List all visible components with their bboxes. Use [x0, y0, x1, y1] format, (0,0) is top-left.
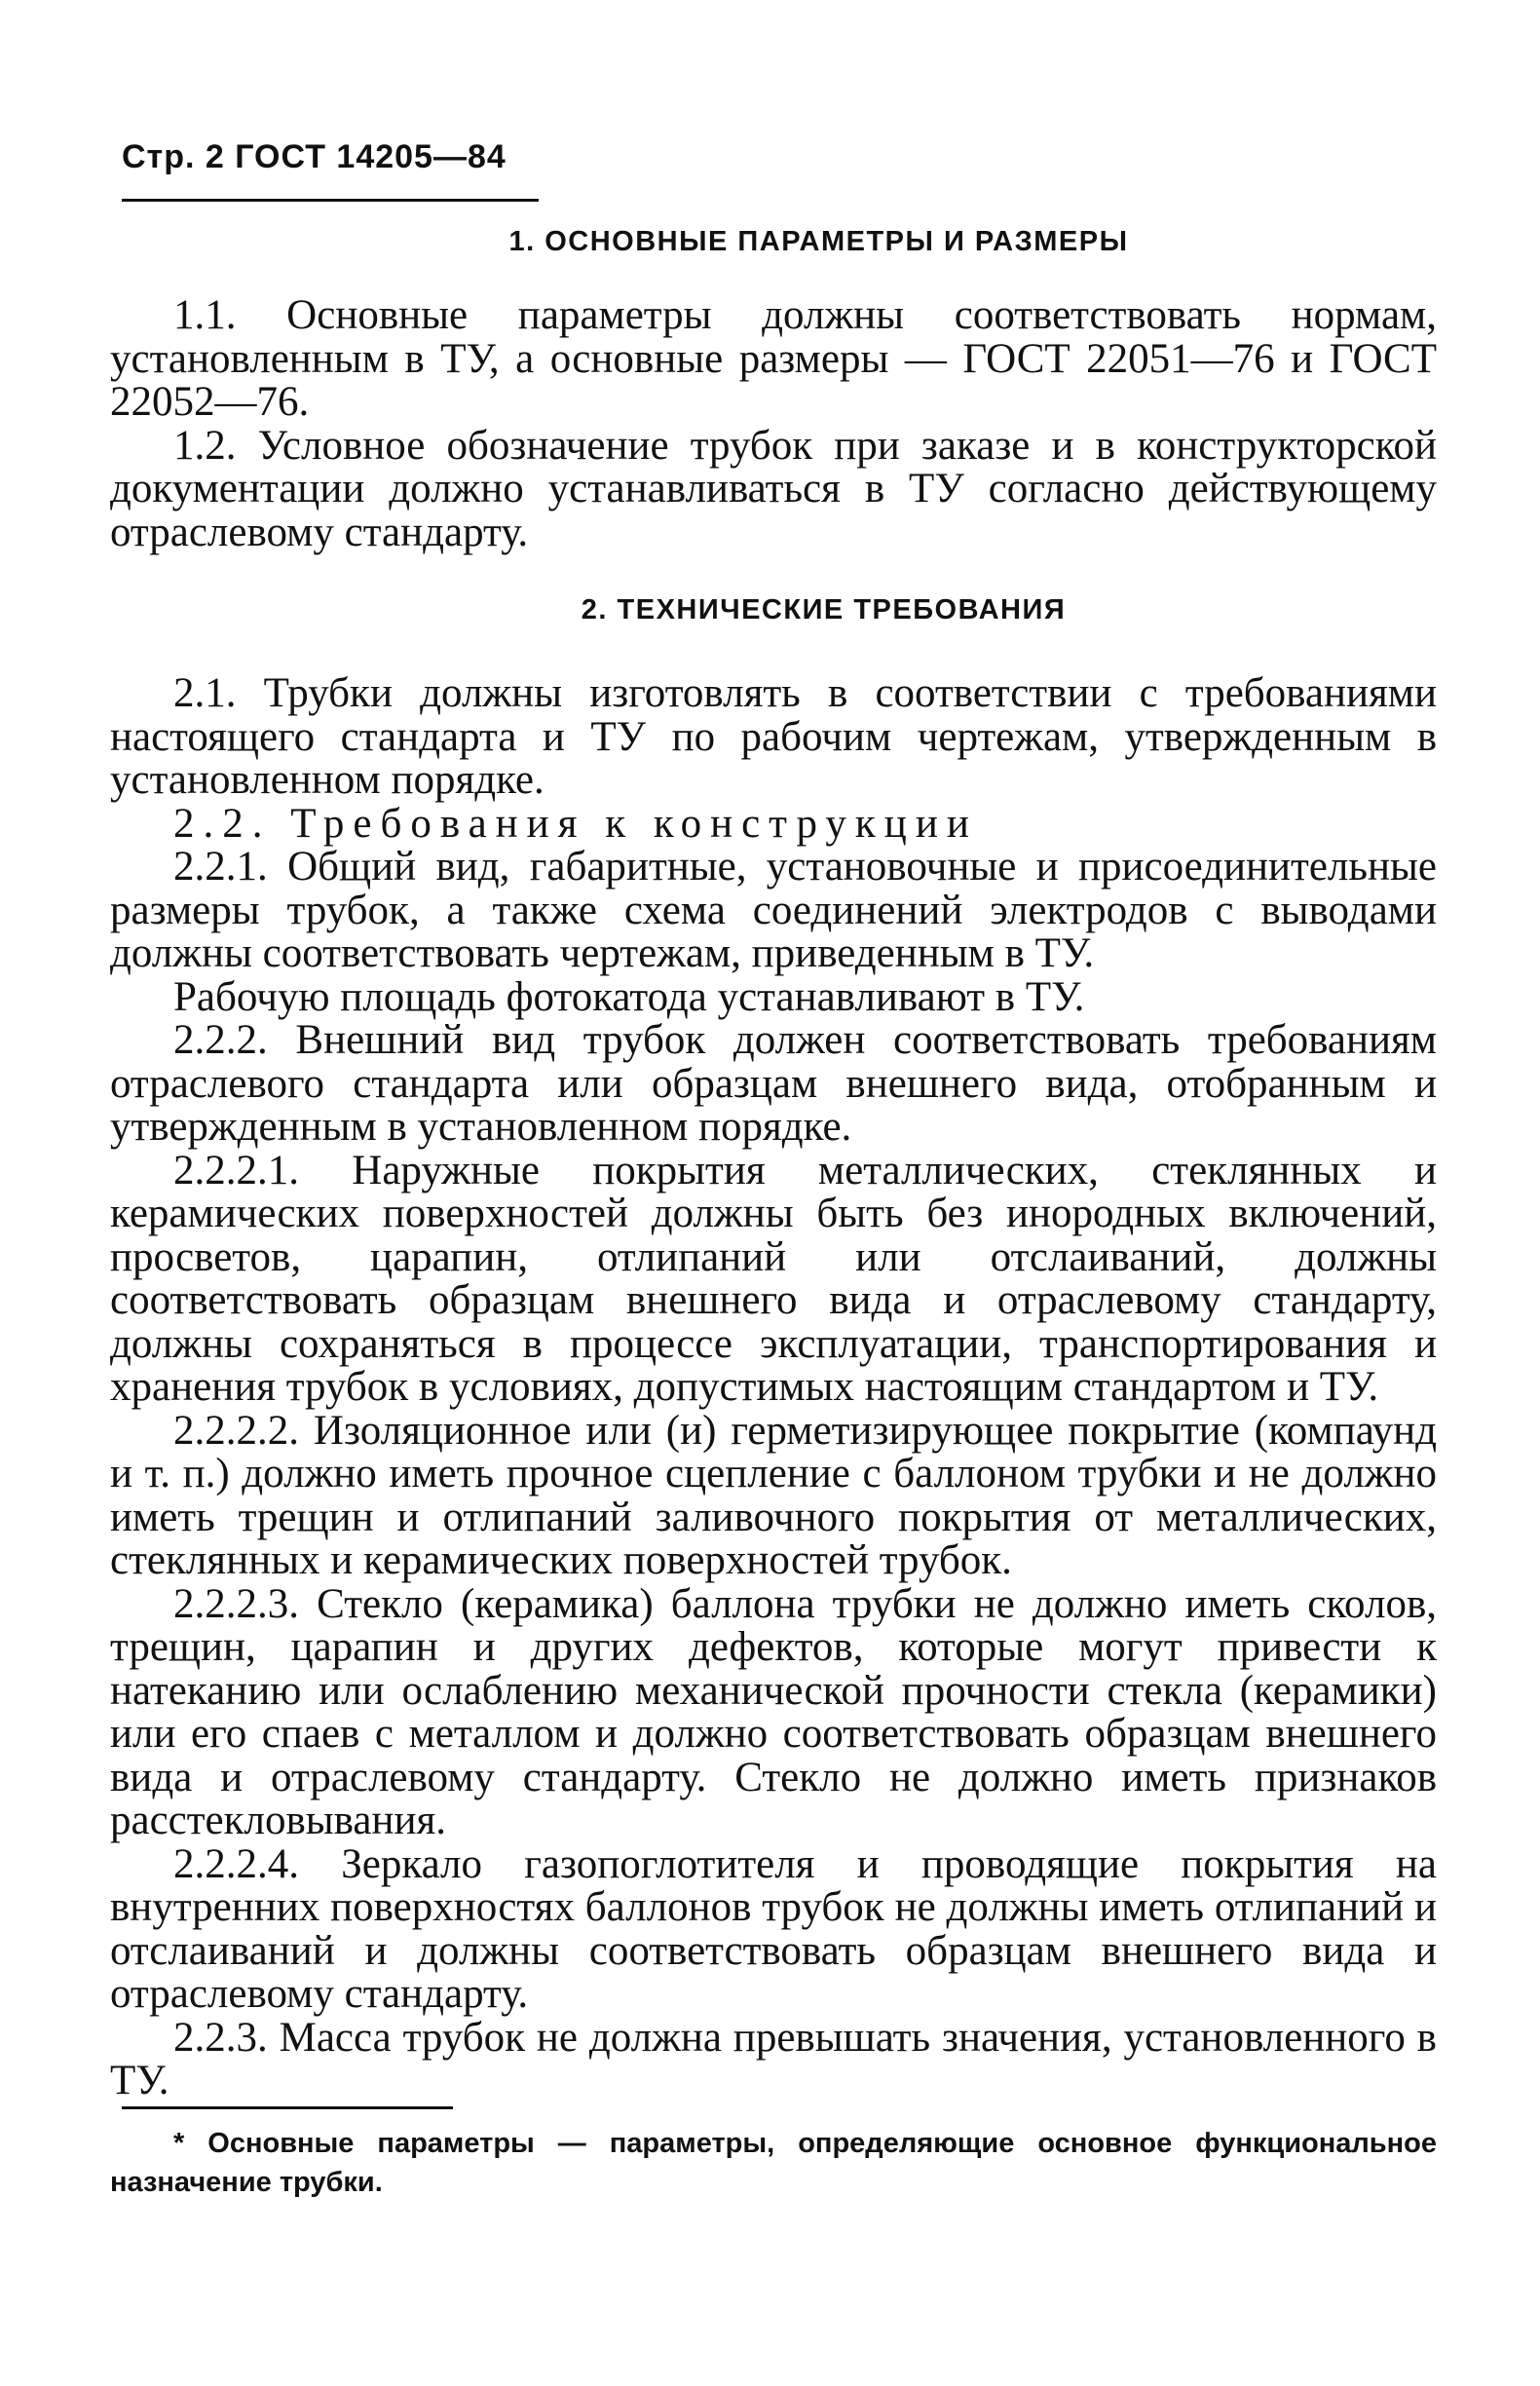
section-2-body — [110, 672, 1437, 2103]
paragraph-2-2-1-b: Рабочую площадь фотокатода устанавливают в ТУ. — [173, 973, 1085, 1020]
paragraph-1-1: 1.1. Основные параметры должны соответствовать нормам, установленным в ТУ, а основные размеры — ГОСТ 22051—76 и ГОСТ 22052—76. — [110, 292, 1437, 425]
paragraph-2-2-2: 2.2.2. Внешний вид трубок должен соответствовать требованиям отраслевого стандарта или образцам внешнего вида, отобранным и утвержденным в установленном порядке. — [110, 1017, 1437, 1150]
paragraph-2-2-2-3: 2.2.2.3. Стекло (керамика) баллона трубки не должно иметь сколов, трещин, царапин и других дефектов, которые могут привести к натеканию или ослаблению механической прочности стекла (керамики) или его спаев с металлом и должно соответствовать образцам внешнего вида и отраслевому стандарту. Стекло не должно иметь признаков расстекловывания. — [110, 1580, 1437, 1843]
paragraph-1-2: 1.2. Условное обозначение трубок при заказе и в конструкторской документации должно устанавливаться в ТУ согласно действующему отраслевому стандарту. — [110, 422, 1437, 555]
paragraph-2-2-1: 2.2.1. Общий вид, габаритные, установочные и присоединительные размеры трубок, а также схема соединений электродов с выводами должны соответствовать чертежам, приведенным в ТУ. — [110, 844, 1437, 976]
paragraph-2-2-2-1: 2.2.2.1. Наружные покрытия металлических, стеклянных и керамических поверхностей должны быть без инородных включений, просветов, царапин, отлипаний или отслаиваний, должны соответствовать образцам внешнего вида и отраслевому стандарту, должны сохраняться в процессе эксплуатации, транспортирования и хранения трубок в условиях, допустимых настоящим стандартом и ТУ. — [110, 1147, 1437, 1410]
footnote: * Основные параметры — параметры, определяющие основное функциональное назначение трубки. — [110, 2128, 1437, 2198]
paragraph-2-2-2-4: 2.2.2.4. Зеркало газопоглотителя и проводящие покрытия на внутренних поверхностях баллонов трубок не должны иметь отлипаний и отслаиваний и должны соответствовать образцам внешнего вида и отраслевому стандарту. — [110, 1840, 1437, 2017]
section-1-title: 1. ОСНОВНЫЕ ПАРАМЕТРЫ И РАЗМЕРЫ — [508, 226, 1129, 257]
paragraph-2-2-heading: 2.2. Требования к конструкции — [173, 800, 978, 847]
paragraph-2-2-3: 2.2.3. Масса трубок не должна превышать значения, установленного в ТУ. — [110, 2014, 1437, 2103]
section-1-body — [110, 294, 1437, 554]
paragraph-2-1: 2.1. Трубки должны изготовлять в соответствии с требованиями настоящего стандарта и ТУ по рабочим чертежам, утвержденным в установленном порядке. — [110, 670, 1437, 803]
footnote-rule — [122, 2106, 453, 2109]
section-2-title: 2. ТЕХНИЧЕСКИЕ ТРЕБОВАНИЯ — [581, 594, 1067, 625]
page-header: Стр. 2 ГОСТ 14205—84 — [122, 138, 507, 175]
paragraph-2-2-2-2: 2.2.2.2. Изоляционное или (и) герметизирующее покрытие (компаунд и т. п.) должно иметь прочное сцепление с баллоном трубки и не должно иметь трещин и отлипаний заливочного покрытия от металлических, стеклянных и керамических поверхностей трубок. — [110, 1407, 1437, 1583]
header-rule — [122, 199, 539, 202]
